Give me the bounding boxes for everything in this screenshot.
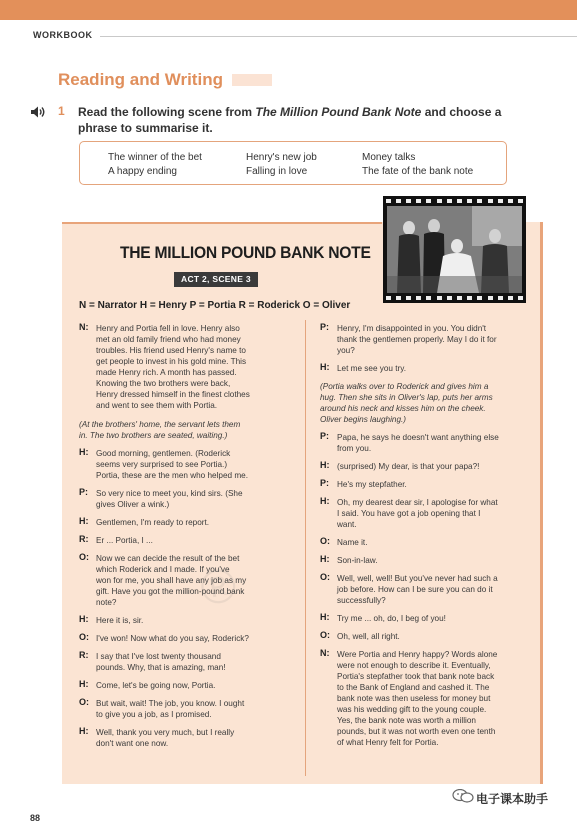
option-item[interactable]: The winner of the bet [108, 152, 202, 163]
speaker-label: R: [79, 650, 89, 660]
dialogue-line: made Henry rich. A month has passed. [96, 368, 237, 377]
stage-direction-line: in. The two brothers are seated, waiting.) [79, 431, 228, 440]
dialogue-line: Well, thank you very much, but I really [96, 728, 235, 737]
dialogue-line: thank the gentlemen properly. May I do it for [337, 335, 497, 344]
dialogue-line: pounds. Why, that is amazing, man! [96, 663, 226, 672]
dialogue-line: Oh, well, all right. [337, 632, 400, 641]
speaker-label: H: [320, 460, 330, 470]
film-sprocket-holes [383, 294, 526, 302]
dialogue-line: Try me ... oh, do, I beg of you! [337, 614, 446, 623]
dialogue-line: gives Oliver a wink.) [96, 500, 170, 509]
panel-top-edge [62, 222, 382, 224]
dialogue-line: Oh, my dearest dear sir, I apologise for what [337, 498, 498, 507]
dialogue-line: Portia's stepfather took that bank note back [337, 672, 495, 681]
dialogue-line: Son-in-law. [337, 556, 378, 565]
stage-direction-line: (Portia walks over to Roderick and gives him a [320, 382, 489, 391]
dialogue-line: and went to see them with Portia. [96, 401, 218, 410]
task-text-title: The Million Pound Bank Note [255, 105, 422, 119]
audio-speaker-icon[interactable] [30, 105, 46, 119]
task-text-after: and choose a phrase to summarise it. [78, 105, 502, 135]
dialogue-line: to the Bank of England and cashed it. The [337, 683, 490, 692]
dialogue-line: which Roderick and I made. If you've [96, 565, 230, 574]
dialogue-line: get people to invest in his gold mine. This [96, 357, 247, 366]
dialogue-line: Good morning, gentlemen. (Roderick [96, 449, 231, 458]
speaker-label: N: [320, 648, 330, 658]
dialogue-line: gift. Have you got the million-pound bank [96, 587, 245, 596]
dialogue-line: Portia, these are the men who helped me. [96, 471, 249, 480]
option-item[interactable]: The fate of the bank note [362, 166, 474, 177]
speaker-label: H: [79, 679, 89, 689]
dialogue-line: were not enough to describe it. Eventually, [337, 661, 491, 670]
speaker-label: H: [79, 726, 89, 736]
top-color-bar [0, 0, 577, 20]
speaker-label: R: [79, 534, 89, 544]
dialogue-line: won for me, you shall have any job as my [96, 576, 247, 585]
brand-text: 电子课本助手 [476, 792, 549, 806]
speaker-label: P: [320, 431, 329, 441]
speaker-label: P: [320, 478, 329, 488]
option-item[interactable]: Money talks [362, 152, 416, 163]
speaker-label: P: [79, 487, 88, 497]
speaker-label: O: [79, 552, 89, 562]
column-divider [305, 320, 306, 776]
play-title: THE MILLION POUND BANK NOTE [120, 243, 371, 262]
stage-direction-line: (At the brothers' home, the servant lets them [79, 420, 241, 429]
movie-scene-image [387, 206, 522, 293]
speaker-label: N: [79, 322, 89, 332]
dialogue-line: of what Henry felt for Portia. [337, 738, 439, 747]
watermark-logo: ® [195, 558, 240, 617]
speaker-label: O: [320, 536, 330, 546]
dialogue-line: you? [337, 346, 355, 355]
dialogue-line: Papa, he says he doesn't want anything else [337, 433, 499, 442]
dialogue-line: Well, well, well! But you've never had such a [337, 574, 498, 583]
option-item[interactable]: Henry's new job [246, 152, 317, 163]
character-legend: N = Narrator H = Henry P = Portia R = Roderick O = Oliver [79, 300, 351, 311]
dialogue-line: But wait, wait! The job, you know. I ought [96, 699, 245, 708]
dialogue-line: met an old family friend who had money [96, 335, 241, 344]
workbook-label: WORKBOOK [33, 30, 93, 40]
stage-direction-line: hug. Then she sits in Oliver's lap, puts her arms [320, 393, 493, 402]
task-text-before: Read the following scene from [78, 105, 256, 119]
wechat-icon [452, 789, 474, 803]
dialogue-line: Gentlemen, I'm ready to report. [96, 518, 210, 527]
dialogue-line: Henry, I'm disappointed in you. You didn't [337, 324, 487, 333]
dialogue-line: was his wedding gift to the young couple. [337, 705, 487, 714]
dialogue-line: I've won! Now what do you say, Roderick? [96, 634, 249, 643]
dialogue-line: Let me see you try. [337, 364, 407, 373]
dialogue-line: (surprised) My dear, is that your papa?! [337, 462, 480, 471]
task-instruction [78, 104, 518, 136]
speaker-label: H: [320, 362, 330, 372]
dialogue-line: don't want one now. [96, 739, 169, 748]
option-item[interactable]: A happy ending [108, 166, 177, 177]
speaker-label: H: [320, 496, 330, 506]
speaker-label: P: [320, 322, 329, 332]
dialogue-line: Were Portia and Henry happy? Words alone [337, 650, 498, 659]
task-number: 1 [58, 104, 65, 118]
dialogue-line: to give you a job, as I promised. [96, 710, 212, 719]
page-number: 88 [30, 813, 41, 823]
dialogue-line: I say that I've lost twenty thousand [96, 652, 221, 661]
dialogue-line: Now we can decide the result of the bet [96, 554, 240, 563]
dialogue-line: Henry and Portia fell in love. Henry also [96, 324, 240, 333]
dialogue-line: Henry dressed himself in the finest clothes [96, 390, 250, 399]
dialogue-line: He's my stepfather. [337, 480, 407, 489]
panel-right-edge [540, 222, 543, 784]
speaker-label: H: [79, 516, 89, 526]
film-sprocket-holes [383, 197, 526, 205]
speaker-label: O: [79, 697, 89, 707]
film-still-photo [383, 196, 526, 303]
dialogue-line: Here it is, sir. [96, 616, 144, 625]
option-item[interactable]: Falling in love [246, 166, 308, 177]
dialogue-line: troubles. His friend used Henry's name to [96, 346, 246, 355]
dialogue-line: Er ... Portia, I ... [96, 536, 153, 545]
speaker-label: H: [79, 447, 89, 457]
stage-direction-line: around his neck and kisses him on the cheek. [320, 404, 486, 413]
dialogue-line: want. [337, 520, 357, 529]
title-highlight [232, 74, 272, 86]
dialogue-line: note? [96, 598, 117, 607]
dialogue-line: Yes, the bank note was worth a million [337, 716, 476, 725]
speaker-label: O: [320, 572, 330, 582]
options-box [79, 141, 507, 185]
speaker-label: H: [320, 612, 330, 622]
speaker-label: H: [79, 614, 89, 624]
dialogue-line: Come, let's be going now, Portia. [96, 681, 216, 690]
dialogue-line: So very nice to meet you, kind sirs. (She [96, 489, 243, 498]
dialogue-line: from you. [337, 444, 372, 453]
dialogue-line: pounds, but it was not worth even one tenth [337, 727, 496, 736]
speaker-label: O: [320, 630, 330, 640]
speaker-label: O: [79, 632, 89, 642]
act-scene-badge: ACT 2, SCENE 3 [174, 272, 258, 287]
header-rule [100, 36, 577, 37]
dialogue-line: I said. You have got a job opening that I [337, 509, 481, 518]
speaker-label: H: [320, 554, 330, 564]
dialogue-line: bank note was then useless for money but [337, 694, 491, 703]
section-title: Reading and Writing [58, 70, 223, 89]
dialogue-line: seems very surprised to see Portia.) [96, 460, 228, 469]
dialogue-line: Name it. [337, 538, 368, 547]
dialogue-line: job before. How can I be sure you can do it [337, 585, 493, 594]
dialogue-line: Knowing the two brothers were back, [96, 379, 231, 388]
dialogue-line: successfully? [337, 596, 386, 605]
stage-direction-line: Oliver begins laughing.) [320, 415, 407, 424]
